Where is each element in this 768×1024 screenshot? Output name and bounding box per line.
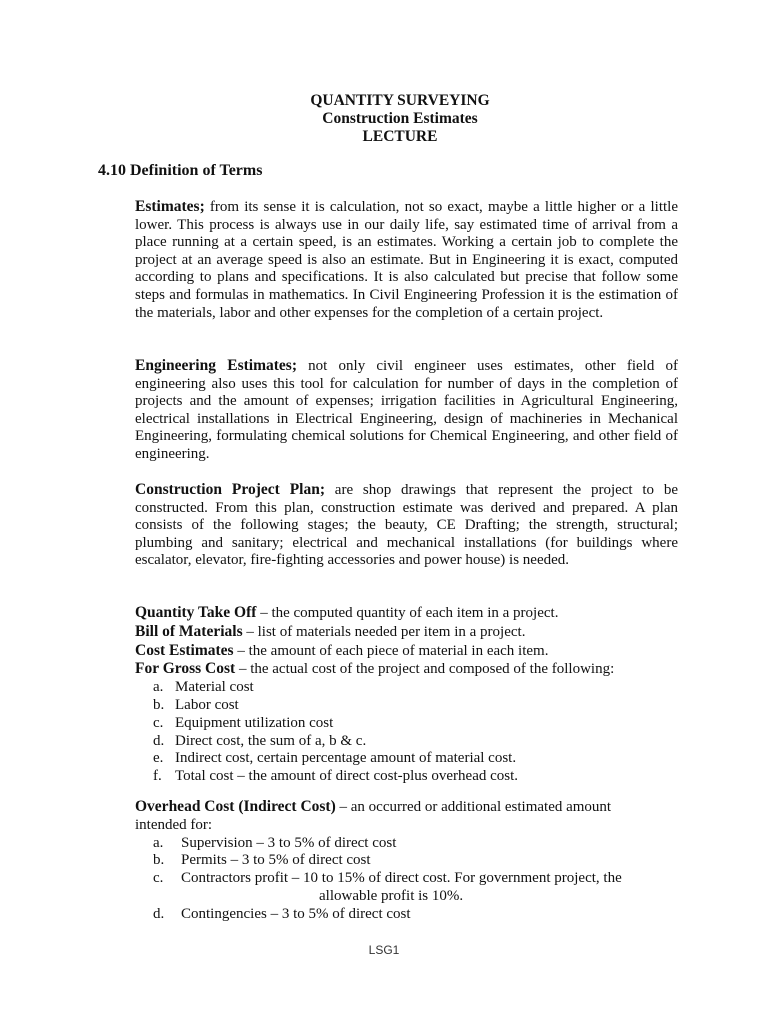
list-marker: d. (153, 732, 165, 749)
document-label: LECTURE (362, 128, 438, 145)
paragraph-engineering-estimates (135, 357, 678, 464)
list-marker: b. (153, 696, 165, 713)
document-subtitle: Construction Estimates (322, 110, 478, 127)
term: Bill of Materials (135, 622, 243, 640)
list-text: Permits – 3 to 5% of direct cost (181, 852, 371, 869)
list-item (135, 906, 695, 924)
definition-text: from its sense it is calculation, not so exact, maybe a little higher or a little lower. This process is always use in our daily life, say estimated time of arrival from a place running at a certain speed, is an estimates. Working a certain job to complete the project at an average speed is also an estimate. But in Engineering it is exact, computed according to plans and specifications. It is also calculated but precise that follow some steps and formulas in mathematics. In Civil Engineering Profession it is the estimation of the materials, labor and other expenses for the completion of a certain project. (135, 199, 678, 321)
list-item (135, 697, 695, 715)
list-marker: d. (153, 905, 165, 922)
term: Cost Estimates (135, 641, 234, 659)
paragraph-estimates (135, 198, 678, 322)
term: Quantity Take Off (135, 604, 257, 621)
term: For Gross Cost (135, 660, 236, 678)
overhead-cost-section (135, 798, 695, 924)
list-text: Direct cost, the sum of a, b & c. (175, 732, 367, 749)
list-text: Contractors profit – 10 to 15% of direct cost. For government project, the (181, 870, 622, 887)
list-text: Total cost – the amount of direct cost-plus overhead cost. (175, 768, 519, 785)
list-text: Labor cost (175, 696, 239, 713)
list-item (135, 852, 695, 870)
definition-text: – the computed quantity of each item in a project. (256, 605, 559, 621)
term: Overhead Cost (Indirect Cost) (135, 798, 336, 815)
list-item (135, 870, 695, 888)
list-marker: e. (153, 750, 164, 767)
list-item (135, 715, 695, 733)
list-item (135, 733, 695, 751)
term-engineering-estimates: Engineering Estimates; (135, 357, 297, 374)
definition-text: not only civil engineer uses estimates, other field of engineering also uses this tool for calculation for number of days in the completion of projects and the amount of expenses; irrigation facilities in Agricultural Engineering, electrical installations in Electrical Engineering, design of machineries in Mechanical Engineering, formulating chemical solutions for Chemical Engineering, and other field of engineering. (135, 358, 678, 462)
document-title: QUANTITY SURVEYING (310, 92, 490, 109)
definition-text: – the actual cost of the project and composed of the following: (235, 661, 615, 678)
page-footer: LSG1 (368, 943, 400, 957)
list-text: Material cost (175, 679, 254, 696)
section-heading: 4.10 Definition of Terms (98, 162, 263, 179)
list-item (135, 750, 695, 768)
definition-text: – an occurred or additional estimated amount (335, 799, 612, 815)
list-item-continuation: allowable profit is 10%. (319, 887, 464, 904)
list-marker: c. (153, 714, 164, 731)
list-item (135, 679, 695, 697)
definition-cost-estimates (135, 642, 695, 661)
definitions-list (135, 604, 695, 786)
definition-text: – list of materials needed per item in a project. (242, 623, 526, 640)
definition-continuation: intended for: (135, 816, 213, 833)
definition-overhead-cost (135, 798, 695, 817)
definition-quantity-take-off (135, 604, 695, 623)
list-item (135, 835, 695, 853)
list-text: Contingencies – 3 to 5% of direct cost (181, 905, 411, 922)
list-marker: a. (153, 834, 164, 851)
list-text: Indirect cost, certain percentage amount of material cost. (175, 750, 517, 767)
list-text: Supervision – 3 to 5% of direct cost (181, 834, 397, 851)
list-item (135, 768, 695, 786)
list-marker: c. (153, 870, 164, 887)
list-marker: f. (153, 768, 162, 785)
paragraph-construction-project-plan (135, 481, 678, 570)
list-marker: a. (153, 679, 164, 696)
list-marker: b. (153, 852, 165, 869)
definition-gross-cost (135, 660, 695, 679)
definition-text: are shop drawings that represent the project to be constructed. From this plan, construction estimate was derived and prepared. A plan consists of the following stages; the beauty, CE Drafting; the strength, structural; plumbing and sanitary; electrical and mechanical installations (for buildings where escalator, elevator, fire-fighting accessories and power house) is needed. (135, 482, 678, 569)
list-text: Equipment utilization cost (175, 714, 334, 731)
term-estimates: Estimates; (135, 198, 205, 215)
definition-bill-of-materials (135, 623, 695, 642)
term-construction-project-plan: Construction Project Plan; (135, 481, 326, 498)
document-header (0, 92, 768, 146)
definition-text: – the amount of each piece of material in each item. (233, 642, 549, 659)
